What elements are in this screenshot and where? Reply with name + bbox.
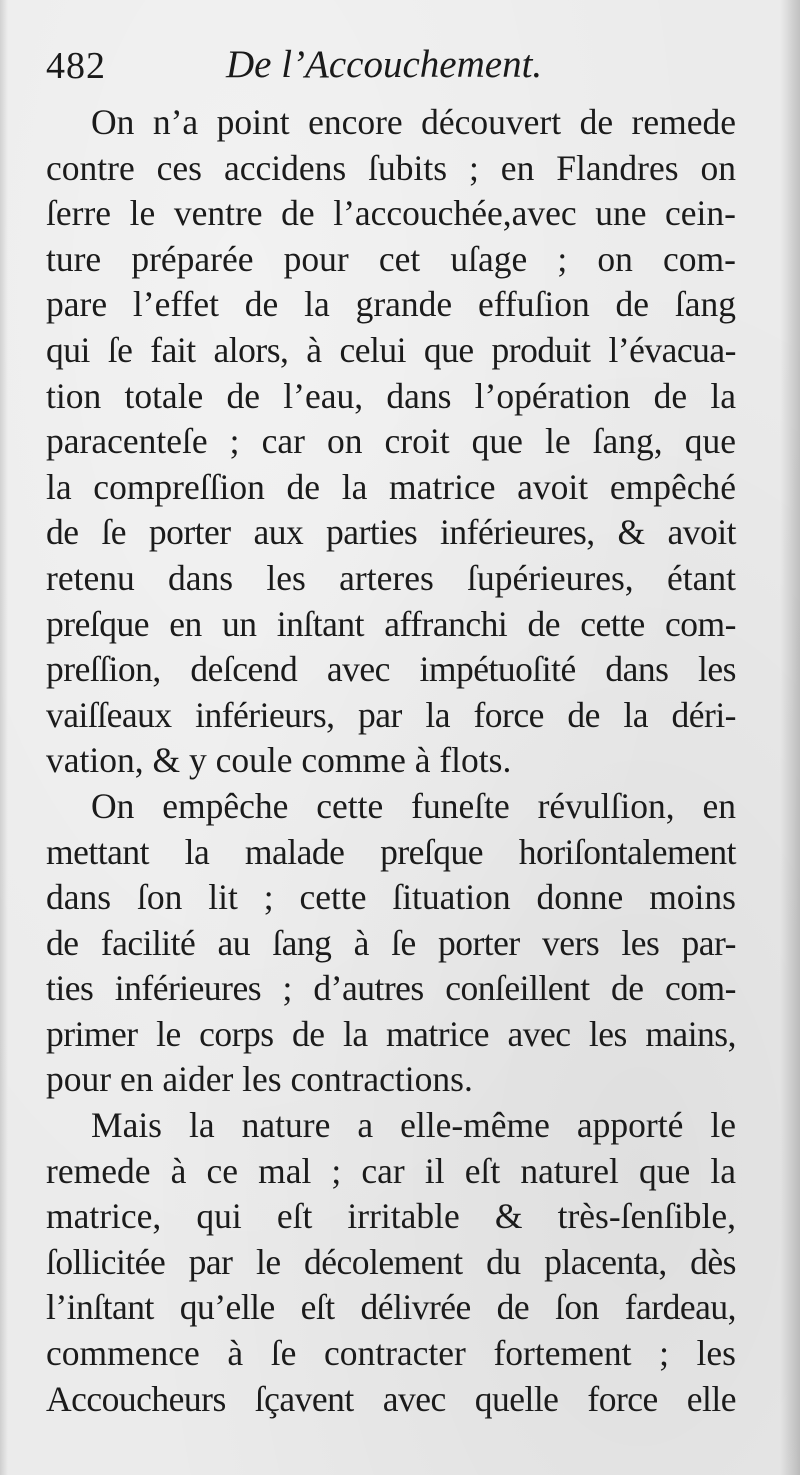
text-line: de ſe porter aux parties inférieures, & avoit (46, 512, 736, 553)
text-line: commence à ſe contracter fortement ; les (46, 1333, 736, 1374)
text-line: la compreſſion de la matrice avoit empêché (46, 466, 736, 507)
text-line: retenu dans les arteres ſupérieures, étant (46, 557, 736, 598)
paragraph-3 (46, 1103, 736, 1422)
text-line: ſerre le ventre de l’accouchée,avec une cein- (46, 193, 736, 234)
text-line: tion totale de l’eau, dans l’opération de la (46, 375, 736, 416)
text-line: On n’a point encore découvert de remede (91, 102, 736, 142)
text-line: ſollicitée par le décolement du placenta, dès (46, 1241, 736, 1282)
text-line: pour en aider les contractions. (46, 1059, 473, 1100)
text-line: de facilité au ſang à ſe porter vers les par- (46, 922, 736, 963)
text-line: paracenteſe ; car on croit que le ſang, que (46, 421, 736, 462)
text-line: preſque en un inſtant affranchi de cette com- (46, 603, 736, 644)
page-header (46, 38, 746, 98)
running-head: De l’Accouchement. (226, 43, 543, 86)
text-line: primer le corps de la matrice avec les mains, (46, 1013, 736, 1054)
text-line: ture préparée pour cet uſage ; on com- (46, 238, 736, 279)
text-line: preſſion, deſcend avec impétuoſité dans les (46, 649, 736, 690)
text-line: Mais la nature a elle-même apporté le (91, 1105, 736, 1146)
text-line: mettant la malade preſque horiſontalement (46, 831, 736, 872)
page-number: 482 (46, 45, 106, 87)
text-line: contre ces accidens ſubits ; en Flandres on (46, 147, 736, 188)
text-line: remede à ce mal ; car il eſt naturel que la (46, 1150, 736, 1191)
text-line: dans ſon lit ; cette ſituation donne moins (46, 877, 736, 918)
body-text (46, 100, 736, 1422)
page-right-shadow (780, 0, 800, 1475)
paragraph-2 (46, 784, 736, 1103)
text-line: qui ſe fait alors, à celui que produit l’évacua- (46, 329, 736, 370)
text-line: On empêche cette funeſte révulſion, en (91, 785, 736, 826)
paragraph-1 (46, 100, 736, 784)
text-line: vaiſſeaux inférieurs, par la force de la déri- (46, 694, 736, 735)
text-line: matrice, qui eſt irritable & très-ſenſible, (46, 1196, 736, 1237)
text-line: Accoucheurs ſçavent avec quelle force elle (46, 1378, 736, 1419)
text-line: vation, & y coule comme à flots. (46, 740, 512, 781)
page-left-shadow (0, 0, 8, 1475)
text-line: pare l’effet de la grande effuſion de ſang (46, 284, 736, 325)
text-line: ties inférieures ; d’autres conſeillent de com- (46, 968, 736, 1009)
text-line: l’inſtant qu’elle eſt délivrée de ſon fardeau, (46, 1287, 736, 1328)
